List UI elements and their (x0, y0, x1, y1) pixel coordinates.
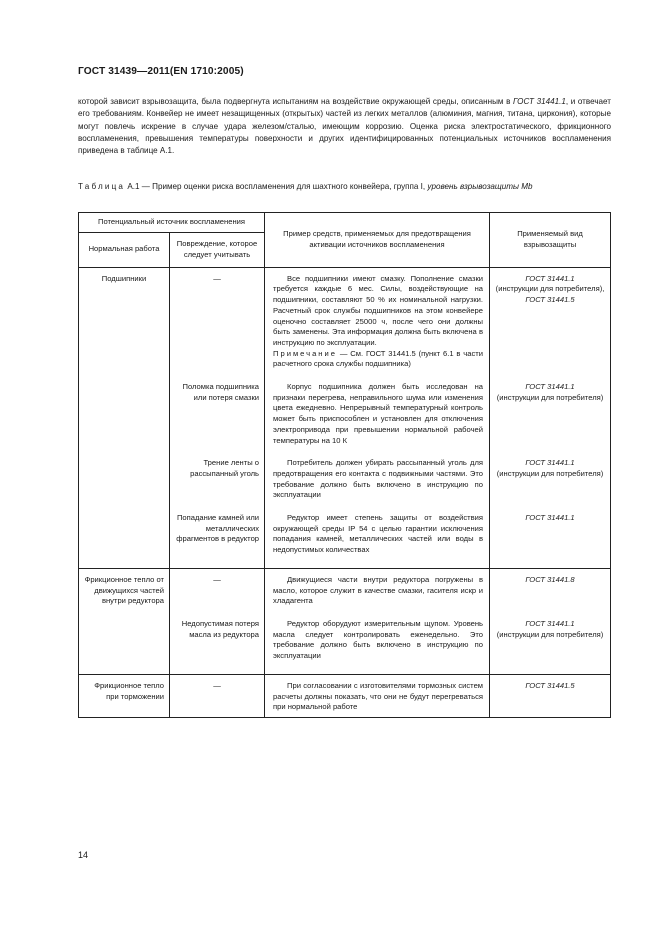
cell-protection: ГОСТ 31441.1 (490, 513, 611, 568)
cell-damage: Недопустимая потеря масла из редуктора (170, 619, 265, 674)
header-source: Потенциальный источник воспламенения (79, 213, 265, 233)
intro-text-after: , и отвечает его требованиям. Конвейер не имеет незащищенных (открытых) частей из легких металлов (алюминия, магния, титана, циркония), которые могут повлечь искрение в случае удара железом/сталью, имеющим коррозию. Оценка риска электростатического, фрикционного воспламенения, превышения температуры поверхности и других идентифицированных потенциальных источников воспламенения приведена в таблице А.1. (78, 97, 611, 156)
cell-normal: Фрикционное тепло при торможении (79, 681, 170, 718)
cell-protection: ГОСТ 31441.1 (инструкции для потребителя) (490, 382, 611, 458)
table-row (79, 458, 611, 513)
table-row (79, 513, 611, 568)
note-label: Примечание (273, 348, 337, 358)
cell-damage: — (170, 575, 265, 619)
cell-normal (79, 619, 170, 674)
header-protection: Применяемый вид взрывозащиты (490, 213, 611, 268)
caption-label: Таблица (78, 182, 126, 191)
cell-means: Потребитель должен убирать рассыпанный уголь для предотвращения его контакта с подвижными частями. Это требование должно быть включено в инструкцию по эксплуатации (265, 458, 490, 513)
risk-assessment-table (78, 212, 611, 718)
cell-protection: ГОСТ 31441.1 (инструкции для потребителя) (490, 619, 611, 674)
table-row (79, 619, 611, 674)
cell-protection: ГОСТ 31441.1 (инструкции для потребителя) (490, 458, 611, 513)
header-damage: Повреждение, которое следует учитывать (170, 232, 265, 267)
table-row (79, 575, 611, 619)
note-text: — См. ГОСТ 31441.5 (пункт 6.1 в части расчетного срока службы подшипника) (273, 348, 483, 369)
caption-number: А.1 — Пример оценки риска воспламенения для шахтного конвейера, группа I, (127, 182, 426, 191)
cell-damage: Трение ленты о рассыпанный уголь (170, 458, 265, 513)
page-header: ГОСТ 31439—2011(EN 1710:2005) (78, 66, 244, 77)
cell-means: Редуктор оборудуют измерительным щупом. Уровень масла следует контролировать еженедельно. Это требование должно быть включено в инструкцию по эксплуатации (265, 619, 490, 674)
cell-normal (79, 382, 170, 458)
cell-protection: ГОСТ 31441.5 (490, 681, 611, 718)
cell-damage: Поломка подшипника или потеря смазки (170, 382, 265, 458)
header-normal: Нормальная работа (79, 232, 170, 267)
intro-std-ref: ГОСТ 31441.1 (513, 97, 566, 106)
header-means: Пример средств, применяемых для предотвращения активации источников воспламенения (265, 213, 490, 268)
cell-means: Движущиеся части внутри редуктора погружены в масло, которое служит в качестве смазки, гасителя искр и хладагента (265, 575, 490, 619)
cell-damage: — (170, 681, 265, 718)
cell-means: Все подшипники имеют смазку. Пополнение смазки требуется каждые 6 мес. Силы, воздействующие на подшипники, составляют 50 % их номинальной нагрузки. Расчетный срок службы подшипников на этом конвейере оценочно составляет 25000 ч, после чего они должны быть заменены. Эта информация должна быть включена в инструкцию по эксплуатации. Примечание — См. ГОСТ 31441.5 (пункт 6.1 в части расчетного срока службы подшипника) (265, 274, 490, 382)
table-row (79, 274, 611, 382)
intro-text-before: которой зависит взрывозащита, была подвергнута испытаниям на воздействие окружающей среды, описанным в (78, 97, 514, 106)
cell-protection: ГОСТ 31441.1 (инструкции для потребителя), ГОСТ 31441.5 (490, 274, 611, 382)
intro-paragraph (78, 96, 611, 157)
cell-means: При согласовании с изготовителями тормозных систем расчеты должны показать, что они не будут перегреваться при нормальной работе (265, 681, 490, 718)
cell-damage: — (170, 274, 265, 382)
cell-normal: Подшипники (79, 274, 170, 382)
cell-protection: ГОСТ 31441.8 (490, 575, 611, 619)
caption-italic: уровень взрывозащиты Mb (427, 182, 533, 191)
table-row (79, 681, 611, 718)
cell-means: Корпус подшипника должен быть исследован на признаки перегрева, неправильного шума или изменения цвета ежедневно. Непрерывный температурный контроль может быть приспособлен и установлен для отключения электропривода при превышении нормальной рабочей температуры на 10 К (265, 382, 490, 458)
cell-damage: Попадание камней или металлических фрагментов в редуктор (170, 513, 265, 568)
cell-normal (79, 513, 170, 568)
cell-means: Редуктор имеет степень защиты от воздействия окружающей среды IP 54 с целью гарантии исключения попадания камней, металлических частей или воды в недопустимых количествах (265, 513, 490, 568)
page-number: 14 (78, 850, 89, 860)
cell-normal (79, 458, 170, 513)
table-caption (78, 181, 611, 193)
table-row (79, 382, 611, 458)
cell-normal: Фрикционное тепло от движущихся частей внутри редуктора (79, 575, 170, 619)
